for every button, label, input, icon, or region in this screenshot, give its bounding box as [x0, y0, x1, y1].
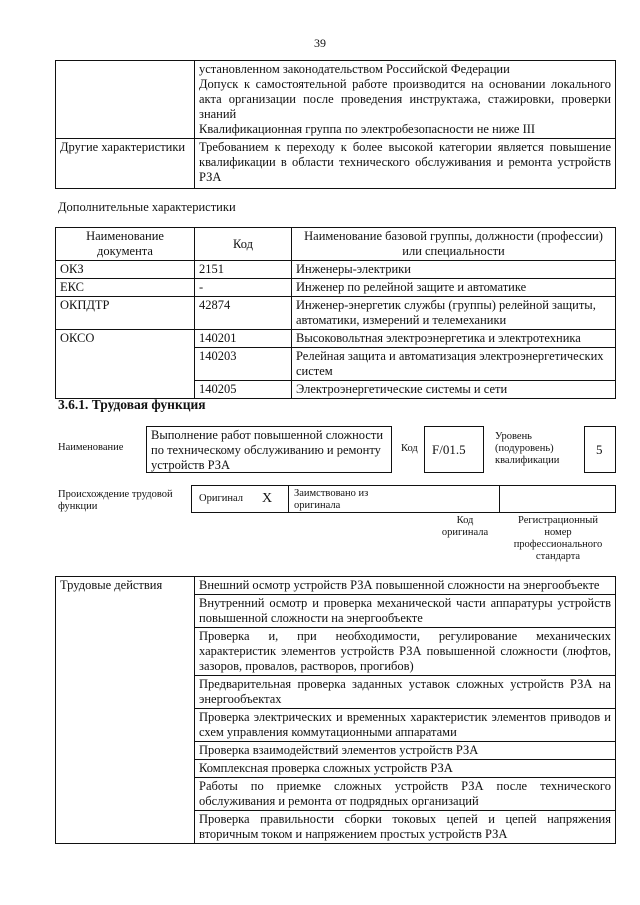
labor-action-item: Проверка электрических и временных характеристик элементов приводов и схем управления коммутационными аппаратами [195, 709, 616, 742]
additional-characteristics-title: Дополнительные характеристики [58, 200, 236, 214]
original-label: Оригинал [199, 493, 243, 504]
function-name-box [146, 426, 392, 473]
requirement-line: Допуск к самостоятельной работе производится на основании локального акта организации после проведения инструктажа, стажировки, проверки знаний [199, 77, 611, 121]
header-group-name: Наименование базовой группы, должности (профессии) или специальности [292, 228, 616, 261]
table-header-row [56, 228, 616, 261]
code-label: Код [401, 443, 418, 454]
header-document: Наименование документа [56, 228, 195, 261]
labor-action-item: Внутренний осмотр и проверка механической части аппаратуры устройств повышенной сложности на энергообъекте [195, 595, 616, 628]
registration-box [499, 485, 616, 513]
table-row: 140203 Релейная защита и автоматизация электроэнергетических систем [56, 348, 616, 381]
function-name-value: Выполнение работ повышенной сложности по техническому обслуживанию и ремонту устройств РЗА [151, 428, 384, 472]
borrowed-label: Заимствовано из оригинала [294, 488, 369, 511]
header-code: Код [195, 228, 292, 261]
name-label: Наименование [58, 442, 124, 453]
level-label: Уровень (подуровень) квалификации [495, 431, 560, 466]
page-number: 39 [314, 36, 326, 50]
original-box [191, 485, 289, 513]
code-box [424, 426, 484, 473]
table-row [56, 61, 616, 139]
table-row: ОКСО 140201 Высоковольтная электроэнергетика и электротехника [56, 330, 616, 348]
table-row: ОКПДТР 42874 Инженер-энергетик службы (группы) релейной защиты, автоматики, измерений и телемеханики [56, 297, 616, 330]
labor-action-item: Проверка и, при необходимости, регулирование механических характеристик элементов устройств РЗА повышенной сложности (люфтов, зазоров, провалов, растворов, прогибов) [195, 628, 616, 676]
code-value: F/01.5 [432, 442, 466, 457]
requirement-line: установленном законодательством Российской Федерации [199, 62, 510, 76]
table-row: ОКЗ 2151 Инженеры-электрики [56, 261, 616, 279]
labor-action-item: Проверка взаимодействий элементов устройств РЗА [195, 742, 616, 760]
additional-characteristics-table [55, 227, 616, 399]
other-characteristics-label: Другие характеристики [56, 139, 195, 189]
table-row: 140205 Электроэнергетические системы и сети [56, 381, 616, 399]
original-code-label: Код оригинала [441, 515, 489, 538]
table-row [56, 139, 616, 189]
labor-actions-label: Трудовые действия [56, 577, 195, 844]
registration-number-label: Регистрационный номер профессионального стандарта [513, 515, 603, 562]
labor-action-item: Комплексная проверка сложных устройств РЗА [195, 760, 616, 778]
table-row: ЕКС - Инженер по релейной защите и автоматике [56, 279, 616, 297]
requirement-line: Квалификационная группа по электробезопасности не ниже III [199, 122, 536, 136]
labor-action-item: Внешний осмотр устройств РЗА повышенной сложности на энергообъекте [195, 577, 616, 595]
other-characteristics-text: Требованием к переходу к более высокой категории является повышение квалификации в области технического обслуживания и ремонта устройств РЗА [195, 139, 616, 189]
labor-actions-table [55, 576, 616, 844]
table-row [56, 577, 616, 595]
level-box [584, 426, 616, 473]
qualification-table [55, 60, 616, 189]
original-mark: X [262, 491, 273, 506]
borrowed-box [288, 485, 500, 513]
labor-action-item: Проверка правильности сборки токовых цепей и цепей напряжения вторичным током и напряжением простых устройств РЗА [195, 811, 616, 844]
origin-label: Происхождение трудовой функции [58, 489, 173, 512]
level-value: 5 [596, 442, 603, 457]
section-title: 3.6.1. Трудовая функция [58, 397, 206, 412]
labor-action-item: Предварительная проверка заданных уставок сложных устройств РЗА на энергообъектах [195, 676, 616, 709]
labor-action-item: Работы по приемке сложных устройств РЗА после технического обслуживания и ремонта от подрядных организаций [195, 778, 616, 811]
